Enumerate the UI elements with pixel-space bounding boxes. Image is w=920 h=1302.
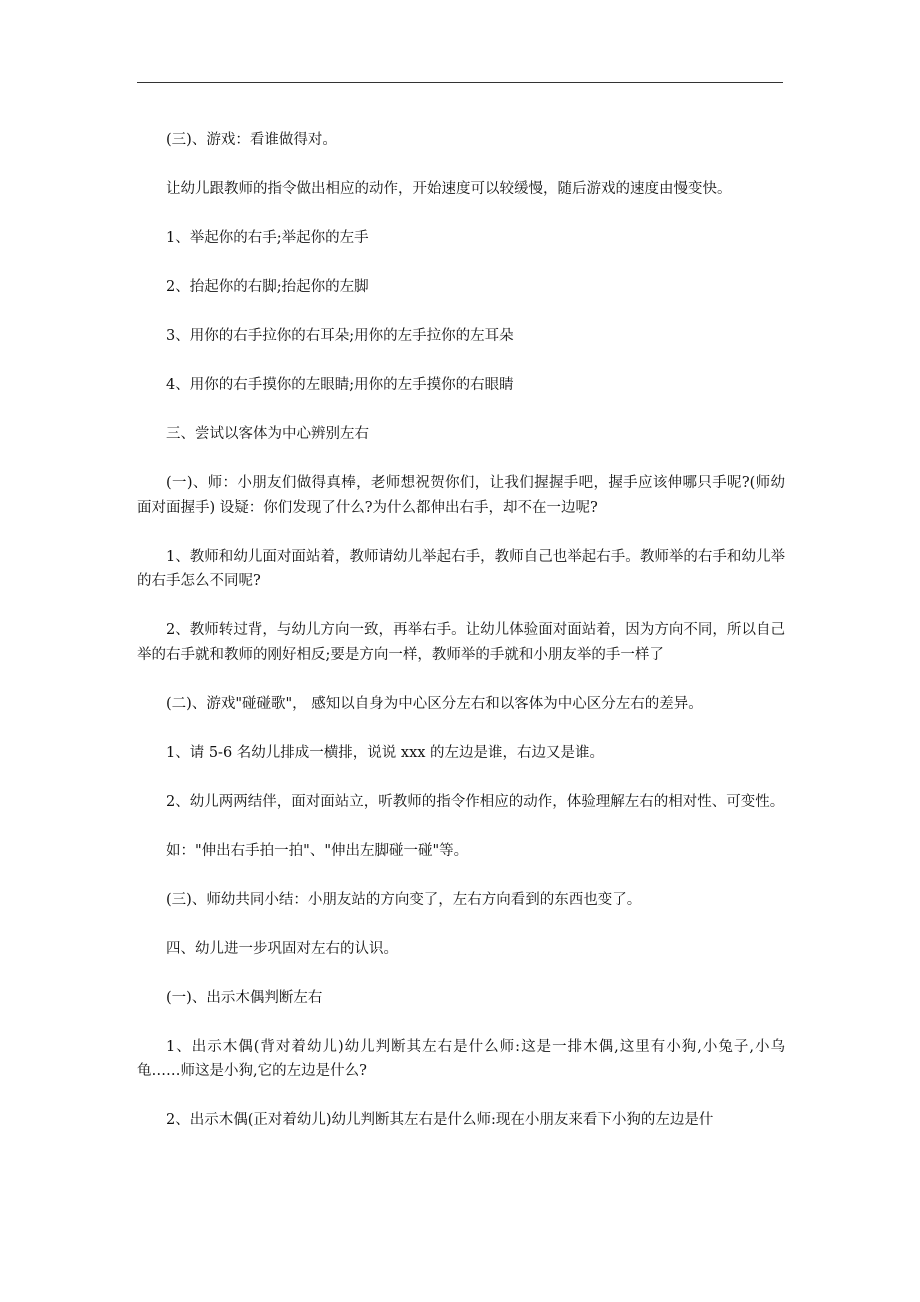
header-rule (137, 82, 783, 83)
paragraph: 让幼儿跟教师的指令做出相应的动作，开始速度可以较缓慢，随后游戏的速度由慢变快。 (166, 181, 732, 197)
paragraph: 1、出示木偶(背对着幼儿)幼儿判断其左右是什么师:这是一排木偶,这里有小狗,小兔子,小乌龟……师这是小狗,它的左边是什么? (137, 1038, 785, 1079)
paragraph: 2、幼儿两两结伴，面对面站立，听教师的指令作相应的动作，体验理解左右的相对性、可变性。 (166, 793, 785, 810)
paragraph: (一)、出示木偶判断左右 (166, 989, 323, 1006)
document-body (137, 128, 785, 1133)
paragraph: 1、举起你的右手;举起你的左手 (166, 230, 369, 246)
paragraph: 3、用你的右手拉你的右耳朵;用你的左手拉你的左耳朵 (166, 328, 514, 344)
paragraph: (三)、游戏：看谁做得对。 (166, 132, 337, 148)
paragraph: (二)、游戏"碰碰歌"， 感知以自身为中心区分左右和以客体为中心区分左右的差异。 (166, 695, 703, 712)
paragraph: (三)、师幼共同小结：小朋友站的方向变了，左右方向看到的东西也变了。 (166, 891, 642, 908)
paragraph: 2、抬起你的右脚;抬起你的左脚 (166, 279, 369, 295)
paragraph: 如："伸出右手拍一拍"、"伸出左脚碰一碰"等。 (166, 842, 469, 859)
paragraph: 2、出示木偶(正对着幼儿)幼儿判断其左右是什么师:现在小朋友来看下小狗的左边是什 (166, 1112, 714, 1128)
section-heading: 三、尝试以客体为中心辨别左右 (166, 426, 369, 442)
paragraph: 2、教师转过背，与幼儿方向一致，再举右手。让幼儿体验面对面站着，因为方向不同，所以自己举的右手就和教师的刚好相反;要是方向一样，教师举的手就和小朋友举的手一样了 (137, 622, 785, 663)
paragraph: 1、教师和幼儿面对面站着，教师请幼儿举起右手，教师自己也举起右手。教师举的右手和幼儿举的右手怎么不同呢? (137, 548, 785, 589)
paragraph: (一)、师：小朋友们做得真棒，老师想祝贺你们，让我们握握手吧，握手应该伸哪只手呢?(师幼面对面握手) 设疑：你们发现了什么?为什么都伸出右手，却不在一边呢? (137, 475, 785, 516)
paragraph: 4、用你的右手摸你的左眼睛;用你的左手摸你的右眼睛 (166, 377, 514, 393)
section-heading: 四、幼儿进一步巩固对左右的认识。 (166, 940, 398, 957)
paragraph: 1、请 5-6 名幼儿排成一横排，说说 xxx 的左边是谁，右边又是谁。 (166, 744, 605, 761)
